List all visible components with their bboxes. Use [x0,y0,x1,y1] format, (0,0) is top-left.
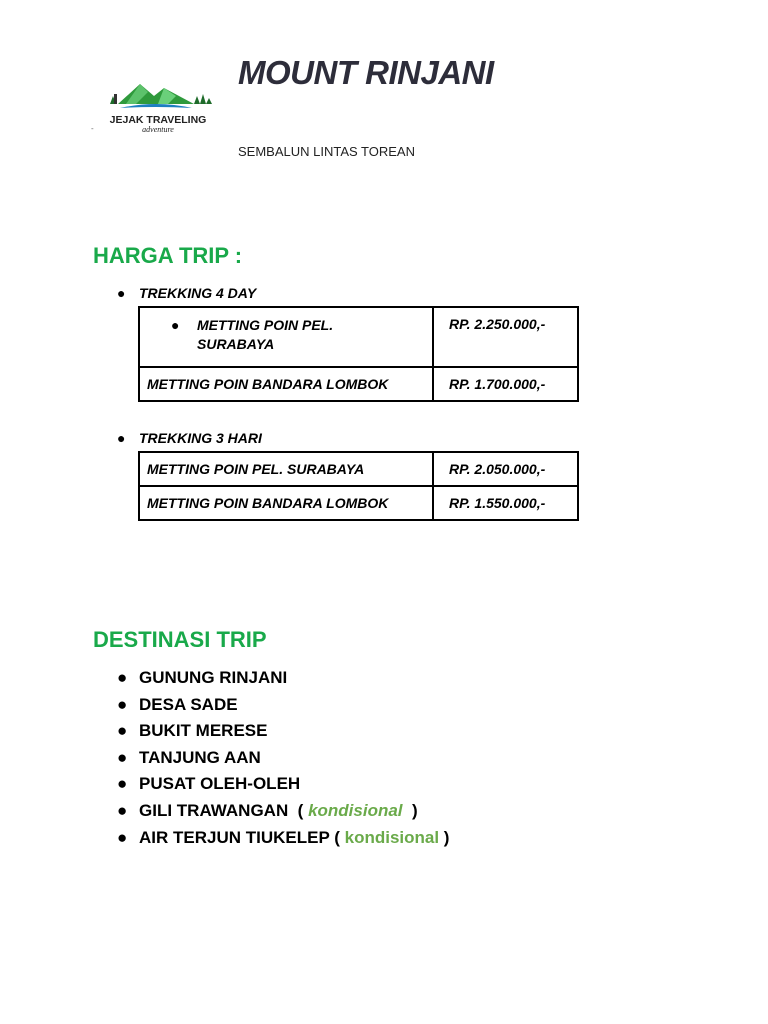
table-row [139,486,578,520]
page-title: MOUNT RINJANI [238,54,494,91]
destination-list [117,665,449,851]
list-item [117,771,449,798]
jejak-traveling-logo [96,62,220,174]
location-cell: METTING POIN BANDARA LOMBOK [139,367,433,401]
table-row [139,307,578,367]
bullet-icon: ● [117,827,128,847]
location-cell: METTING POIN PEL. SURABAYA [139,452,433,486]
destination-name: GUNUNG RINJANI [139,668,288,687]
list-item [117,718,449,745]
price-cell: RP. 2.250.000,- [433,307,578,367]
trekking-4-day-label [117,285,256,301]
bullet-icon: ● [117,694,128,714]
destination-name: DESA SADE [139,694,238,714]
svg-text:adventure: adventure [142,125,174,134]
list-item [147,316,425,354]
location-cell: METTING POIN BANDARA LOMBOK [139,486,433,520]
bullet-icon: ● [117,747,128,767]
bullet-icon: ● [117,285,126,301]
trekking-3-hari-label [117,430,262,446]
location-line-1: METTING POIN PEL. [197,317,334,333]
price-cell: RP. 1.700.000,- [433,367,578,401]
trekking-4-day-text: TREKKING 4 DAY [139,285,257,301]
price-table-3-hari [138,451,579,521]
table-row [139,452,578,486]
destination-name: AIR TERJUN TIUKELEP [139,827,330,847]
bullet-icon: ● [117,721,128,741]
bullet-icon: ● [117,668,128,687]
list-item: ● GILI TRAWANGAN ( kondisional ) [117,798,449,825]
list-item: ● AIR TERJUN TIUKELEP ( kondisional ) [117,825,449,852]
bullet-icon: ● [117,774,128,794]
destination-name: PUSAT OLEH-OLEH [139,774,301,794]
page-subtitle: SEMBALUN LINTAS TOREAN [238,144,415,159]
conditional-note: kondisional [308,800,403,820]
conditional-note: kondisional [344,827,440,847]
list-item [117,692,449,719]
mountain-logo-icon [96,62,220,174]
destination-name: BUKIT MERESE [139,721,268,741]
location-line-2: SURABAYA [197,336,275,352]
trekking-3-hari-text: TREKKING 3 HARI [139,430,262,446]
price-table-4-day [138,306,579,402]
location-cell [139,307,433,367]
destination-name: TANJUNG AAN [139,747,261,767]
bullet-icon: ● [171,317,180,333]
table-row [139,367,578,401]
destination-name: GILI TRAWANGAN [139,800,289,820]
destinasi-trip-heading: DESTINASI TRIP [93,627,267,652]
list-item [117,665,449,692]
list-item [117,745,449,772]
logo-dash: - [91,124,94,133]
price-cell: RP. 2.050.000,- [433,452,578,486]
harga-trip-heading: HARGA TRIP : [93,243,243,268]
price-cell: RP. 1.550.000,- [433,486,578,520]
bullet-icon: ● [117,430,126,446]
svg-text:JEJAK TRAVELING: JEJAK TRAVELING [109,114,207,126]
bullet-icon: ● [117,800,128,820]
